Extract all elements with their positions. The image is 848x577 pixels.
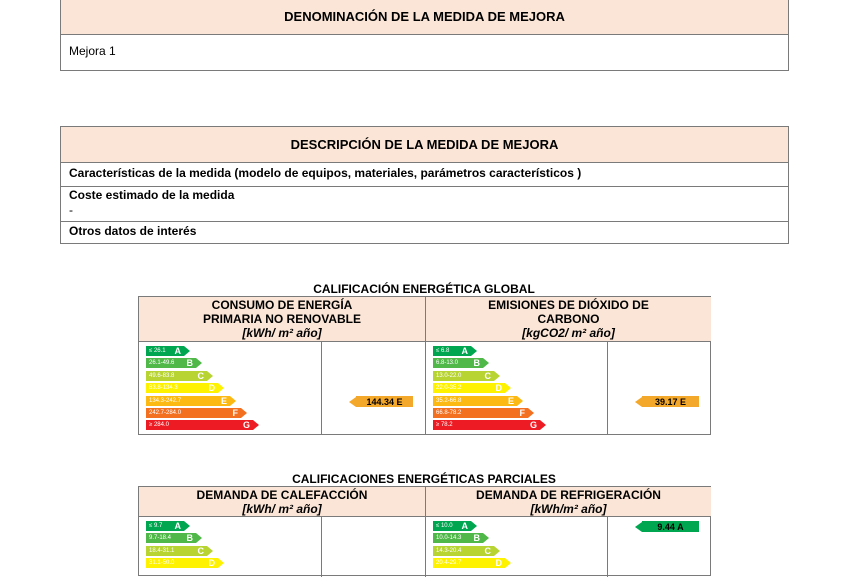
rating-band-fill	[433, 533, 483, 543]
rating-band-letter: A	[174, 346, 181, 356]
rating-band-a	[146, 521, 224, 531]
coste-row	[61, 187, 788, 222]
coste-label: Coste estimado de la medida	[69, 188, 235, 202]
rating-band-fill	[433, 408, 528, 418]
rating-band-letter: B	[473, 358, 480, 369]
rating-band-fill	[146, 558, 218, 568]
rating-band-range: 134.3-242.7	[149, 397, 182, 404]
rating-band-letter: C	[197, 370, 204, 381]
emisiones-arrow-tip	[635, 397, 642, 407]
rating-band-b	[433, 358, 546, 368]
rating-band-fill	[433, 521, 471, 531]
rating-band-tip	[218, 383, 224, 393]
rating-band-a	[433, 521, 511, 531]
rating-band-tip	[505, 383, 511, 393]
rating-band-tip	[241, 408, 247, 418]
rating-band-tip	[230, 396, 236, 406]
rating-band-letter: G	[242, 420, 250, 431]
rating-band-d	[433, 383, 546, 393]
consumo-title-2: PRIMARIA NO RENOVABLE	[202, 312, 361, 326]
rating-band-tip	[184, 346, 190, 356]
rating-band-fill	[433, 358, 483, 368]
refrigeracion-header	[426, 487, 711, 517]
rating-band-a	[146, 346, 259, 356]
rating-band-range: 10.0-14.3	[436, 535, 462, 542]
rating-band-tip	[494, 546, 500, 556]
refrigeracion-scale	[433, 521, 511, 571]
rating-band-letter: C	[197, 545, 204, 556]
rating-band-fill	[433, 546, 494, 556]
rating-band-range: 66.8-78.2	[436, 409, 462, 416]
rating-band-range: 14.3-20.4	[436, 547, 462, 554]
emisiones-title-1: EMISIONES DE DIÓXIDO DE	[488, 298, 649, 312]
calefaccion-title: DEMANDA DE CALEFACCIÓN	[196, 488, 368, 502]
rating-band-fill	[433, 396, 517, 406]
refrigeracion-result-arrow	[635, 521, 699, 532]
rating-band-letter: F	[232, 407, 238, 418]
rating-band-tip	[184, 521, 190, 531]
rating-band-tip	[471, 346, 477, 356]
rating-band-tip	[253, 420, 259, 430]
rating-band-letter: B	[473, 533, 480, 544]
consumo-arrow-tip	[349, 397, 356, 407]
rating-band-letter: E	[220, 395, 227, 406]
refrigeracion-arrow-tip	[635, 522, 642, 532]
consumo-result-arrow	[349, 396, 413, 407]
coste-value: -	[69, 203, 73, 217]
rating-band-range: ≤ 26.1	[149, 348, 166, 354]
rating-band-range: 242.7-284.0	[149, 409, 182, 416]
rating-band-fill	[146, 358, 196, 368]
parciales-title: CALIFICACIONES ENERGÉTICAS PARCIALES	[292, 472, 556, 486]
rating-band-c	[433, 546, 511, 556]
rating-band-fill	[146, 420, 253, 430]
caracteristicas-label: Características de la medida (modelo de equipos, materiales, parámetros característicos )	[61, 163, 788, 187]
rating-band-range: ≥ 284.0	[149, 422, 169, 429]
emisiones-result-cell	[608, 342, 711, 434]
refrigeracion-scale-cell	[426, 517, 608, 577]
rating-band-range: 31.1-50.0	[149, 560, 175, 567]
consumo-title-1: CONSUMO DE ENERGÍA	[211, 298, 353, 312]
consumo-scale-cell	[139, 342, 322, 434]
rating-band-range: ≥ 78.2	[436, 422, 453, 429]
rating-band-tip	[528, 408, 534, 418]
refrigeracion-title: DEMANDA DE REFRIGERACIÓN	[476, 488, 661, 502]
rating-band-letter: B	[186, 358, 193, 369]
descripcion-header: DESCRIPCIÓN DE LA MEDIDA DE MEJORA	[61, 127, 788, 163]
parciales-table	[138, 486, 711, 576]
global-table	[138, 296, 711, 435]
rating-band-tip	[207, 371, 213, 381]
rating-band-e	[433, 396, 546, 406]
rating-band-fill	[146, 408, 241, 418]
rating-band-fill	[146, 371, 207, 381]
rating-band-range: 49.6-83.8	[149, 372, 175, 379]
rating-band-tip	[483, 358, 489, 368]
rating-band-letter: C	[484, 370, 491, 381]
rating-band-letter: D	[208, 383, 215, 394]
rating-band-fill	[146, 396, 230, 406]
rating-band-letter: G	[529, 420, 537, 431]
rating-band-fill	[433, 383, 505, 393]
descripcion-box	[60, 126, 789, 244]
calefaccion-scale-cell	[139, 517, 322, 577]
rating-band-tip	[196, 533, 202, 543]
calefaccion-header	[139, 487, 426, 517]
rating-band-range: 18.4-31.1	[149, 547, 175, 554]
rating-band-fill	[433, 346, 471, 356]
emisiones-scale-cell	[426, 342, 608, 434]
rating-band-b	[146, 358, 259, 368]
rating-band-letter: F	[519, 407, 525, 418]
rating-band-fill	[146, 346, 184, 356]
denominacion-box	[60, 0, 789, 71]
rating-band-c	[146, 371, 259, 381]
calefaccion-result-cell	[322, 517, 426, 577]
rating-band-tip	[494, 371, 500, 381]
rating-band-tip	[471, 521, 477, 531]
rating-band-g	[433, 420, 546, 430]
consumo-header	[139, 297, 426, 342]
rating-band-letter: B	[186, 533, 193, 544]
calefaccion-unit: [kWh/ m² año]	[242, 502, 322, 516]
rating-band-range: 22.0-35.2	[436, 385, 462, 392]
rating-band-e	[146, 396, 259, 406]
emisiones-unit: [kgCO2/ m² año]	[522, 326, 615, 340]
rating-band-range: 35.2-66.8	[436, 397, 462, 404]
rating-band-c	[146, 546, 224, 556]
rating-band-tip	[505, 558, 511, 568]
rating-band-f	[146, 408, 259, 418]
otros-label: Otros datos de interés	[69, 224, 197, 238]
rating-band-g	[146, 420, 259, 430]
rating-band-tip	[540, 420, 546, 430]
rating-band-fill	[146, 533, 196, 543]
rating-band-range: ≤ 6.8	[436, 348, 450, 354]
denominacion-header: DENOMINACIÓN DE LA MEDIDA DE MEJORA	[61, 0, 788, 35]
rating-band-fill	[433, 558, 505, 568]
rating-band-tip	[207, 546, 213, 556]
rating-band-letter: D	[495, 558, 502, 569]
denominacion-value: Mejora 1	[69, 44, 116, 58]
rating-band-range: 13.0-22.0	[436, 372, 462, 379]
rating-band-fill	[433, 371, 494, 381]
rating-band-d	[146, 383, 259, 393]
consumo-result-cell	[322, 342, 426, 434]
rating-band-a	[433, 346, 546, 356]
global-title: CALIFICACIÓN ENERGÉTICA GLOBAL	[313, 282, 535, 296]
rating-band-f	[433, 408, 546, 418]
rating-band-tip	[483, 533, 489, 543]
rating-band-fill	[146, 521, 184, 531]
emisiones-header	[426, 297, 711, 342]
rating-band-range: 26.1-49.6	[149, 360, 175, 367]
rating-band-c	[433, 371, 546, 381]
rating-band-b	[433, 533, 511, 543]
rating-band-letter: A	[461, 521, 468, 531]
rating-band-fill	[146, 383, 218, 393]
rating-band-range: 6.8-13.0	[436, 360, 459, 367]
rating-band-letter: A	[174, 521, 181, 531]
emisiones-result: 39.17 E	[642, 396, 699, 407]
consumo-scale	[146, 346, 259, 433]
rating-band-b	[146, 533, 224, 543]
refrigeracion-result: 9.44 A	[642, 521, 699, 532]
rating-band-letter: C	[484, 545, 491, 556]
rating-band-tip	[218, 558, 224, 568]
consumo-result: 144.34 E	[356, 396, 413, 407]
rating-band-range: ≤ 10.0	[436, 523, 453, 529]
rating-band-fill	[433, 420, 540, 430]
rating-band-tip	[517, 396, 523, 406]
refrigeracion-unit: [kWh/m² año]	[530, 502, 607, 516]
rating-band-d	[433, 558, 511, 568]
rating-band-letter: E	[507, 395, 514, 406]
rating-band-range: 83.8-134.3	[149, 385, 178, 392]
refrigeracion-result-cell	[608, 517, 711, 577]
rating-band-tip	[196, 358, 202, 368]
rating-band-d	[146, 558, 224, 568]
consumo-unit: [kWh/ m² año]	[242, 326, 322, 340]
calefaccion-scale	[146, 521, 224, 571]
rating-band-letter: A	[461, 346, 468, 356]
emisiones-title-2: CARBONO	[537, 312, 600, 326]
rating-band-range: ≤ 9.7	[149, 523, 163, 529]
rating-band-letter: D	[208, 558, 215, 569]
rating-band-letter: D	[495, 383, 502, 394]
rating-band-range: 9.7-18.4	[149, 535, 172, 542]
rating-band-range: 20.4-29.7	[436, 560, 462, 567]
rating-band-fill	[146, 546, 207, 556]
emisiones-scale	[433, 346, 546, 433]
emisiones-result-arrow	[635, 396, 699, 407]
